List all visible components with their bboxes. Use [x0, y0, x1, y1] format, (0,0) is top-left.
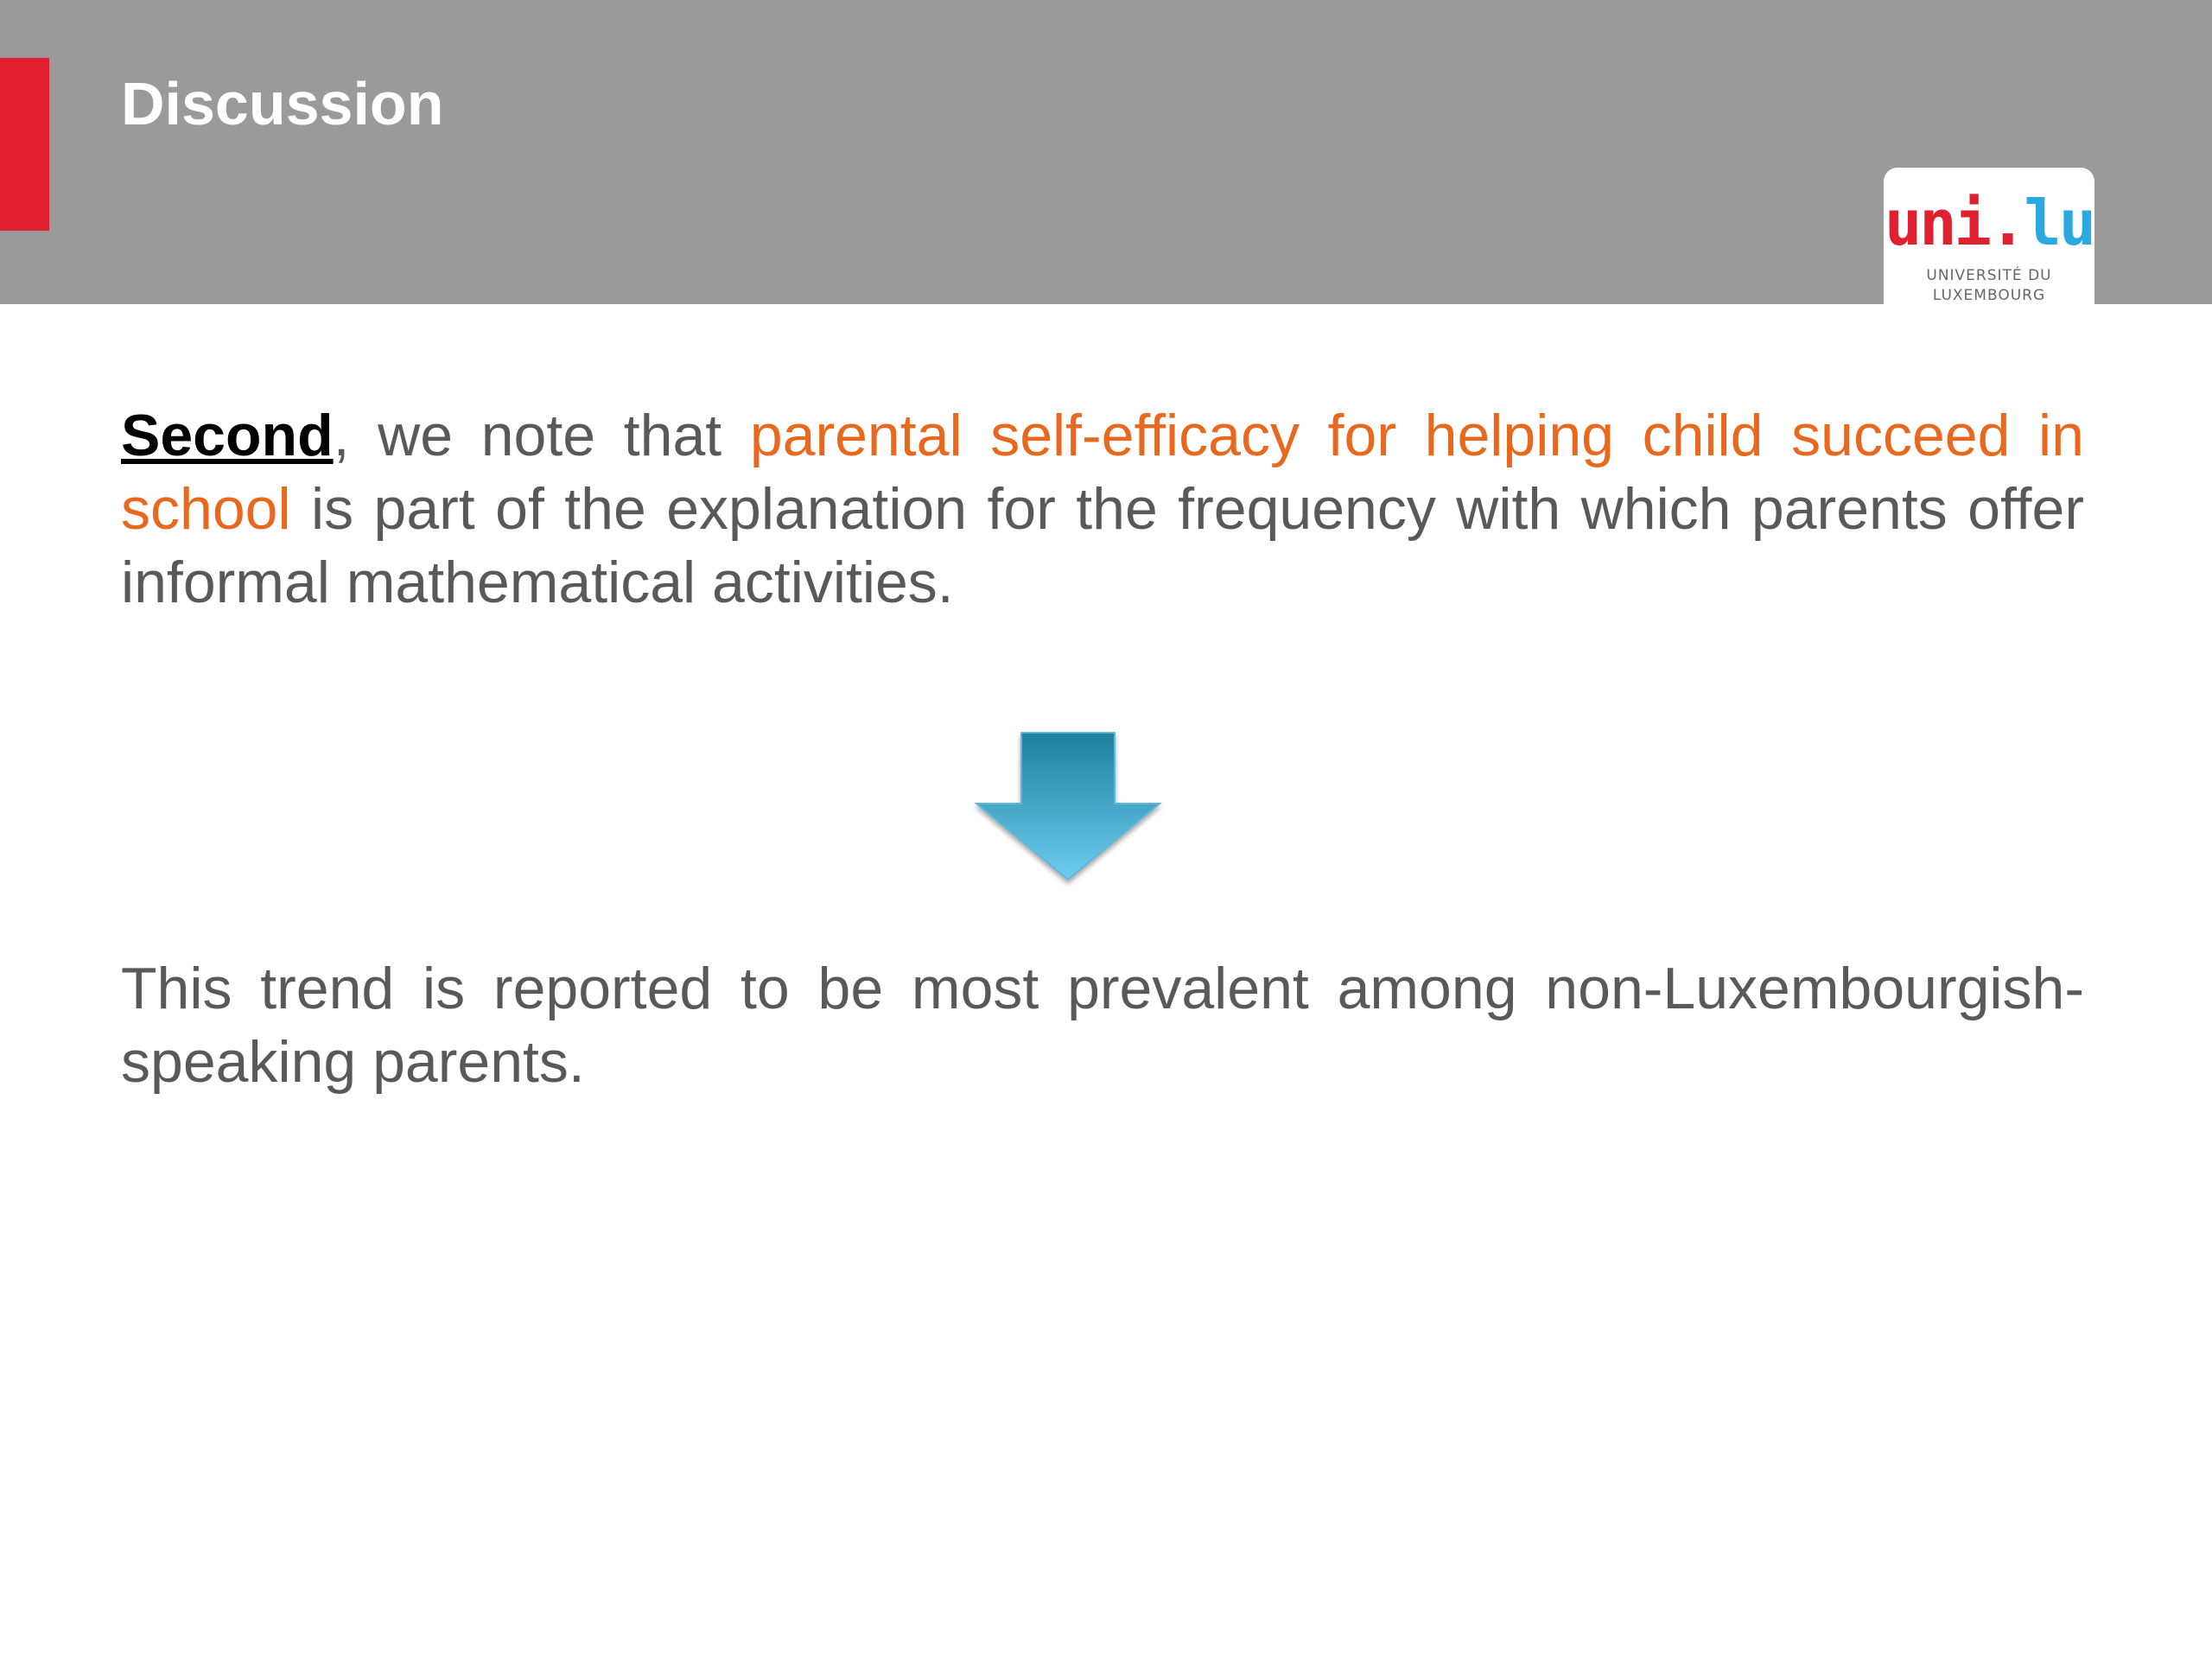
logo-mark — [1884, 187, 2094, 259]
header-bar — [0, 0, 2212, 304]
paragraph-text: is part of the explanation for the frequency with which parents offer informal mathematical activities. — [121, 476, 2084, 615]
lead-word: Second — [121, 403, 334, 468]
logo-subtitle-line2: LUXEMBOURG — [1932, 287, 2046, 304]
down-arrow-icon — [968, 728, 1168, 892]
university-logo — [1884, 168, 2094, 304]
slide-title: Discussion — [121, 70, 444, 137]
logo-subtitle-line1: UNIVERSITÉ DU — [1926, 267, 2052, 284]
logo-mark-dot: . — [1988, 187, 2024, 259]
logo-mark-uni: uni — [1884, 187, 1989, 259]
logo-mark-lu: lu — [2024, 187, 2094, 259]
paragraph-text: , we note that — [333, 403, 750, 468]
highlighted-phrase: parental self-efficacy for helping child succeed in school — [121, 403, 2084, 542]
paragraph-second — [121, 399, 2084, 620]
header-accent-block — [0, 58, 49, 231]
paragraph-trend: This trend is reported to be most prevalent among non-Luxembourgish-speaking parents. — [121, 956, 2084, 1095]
